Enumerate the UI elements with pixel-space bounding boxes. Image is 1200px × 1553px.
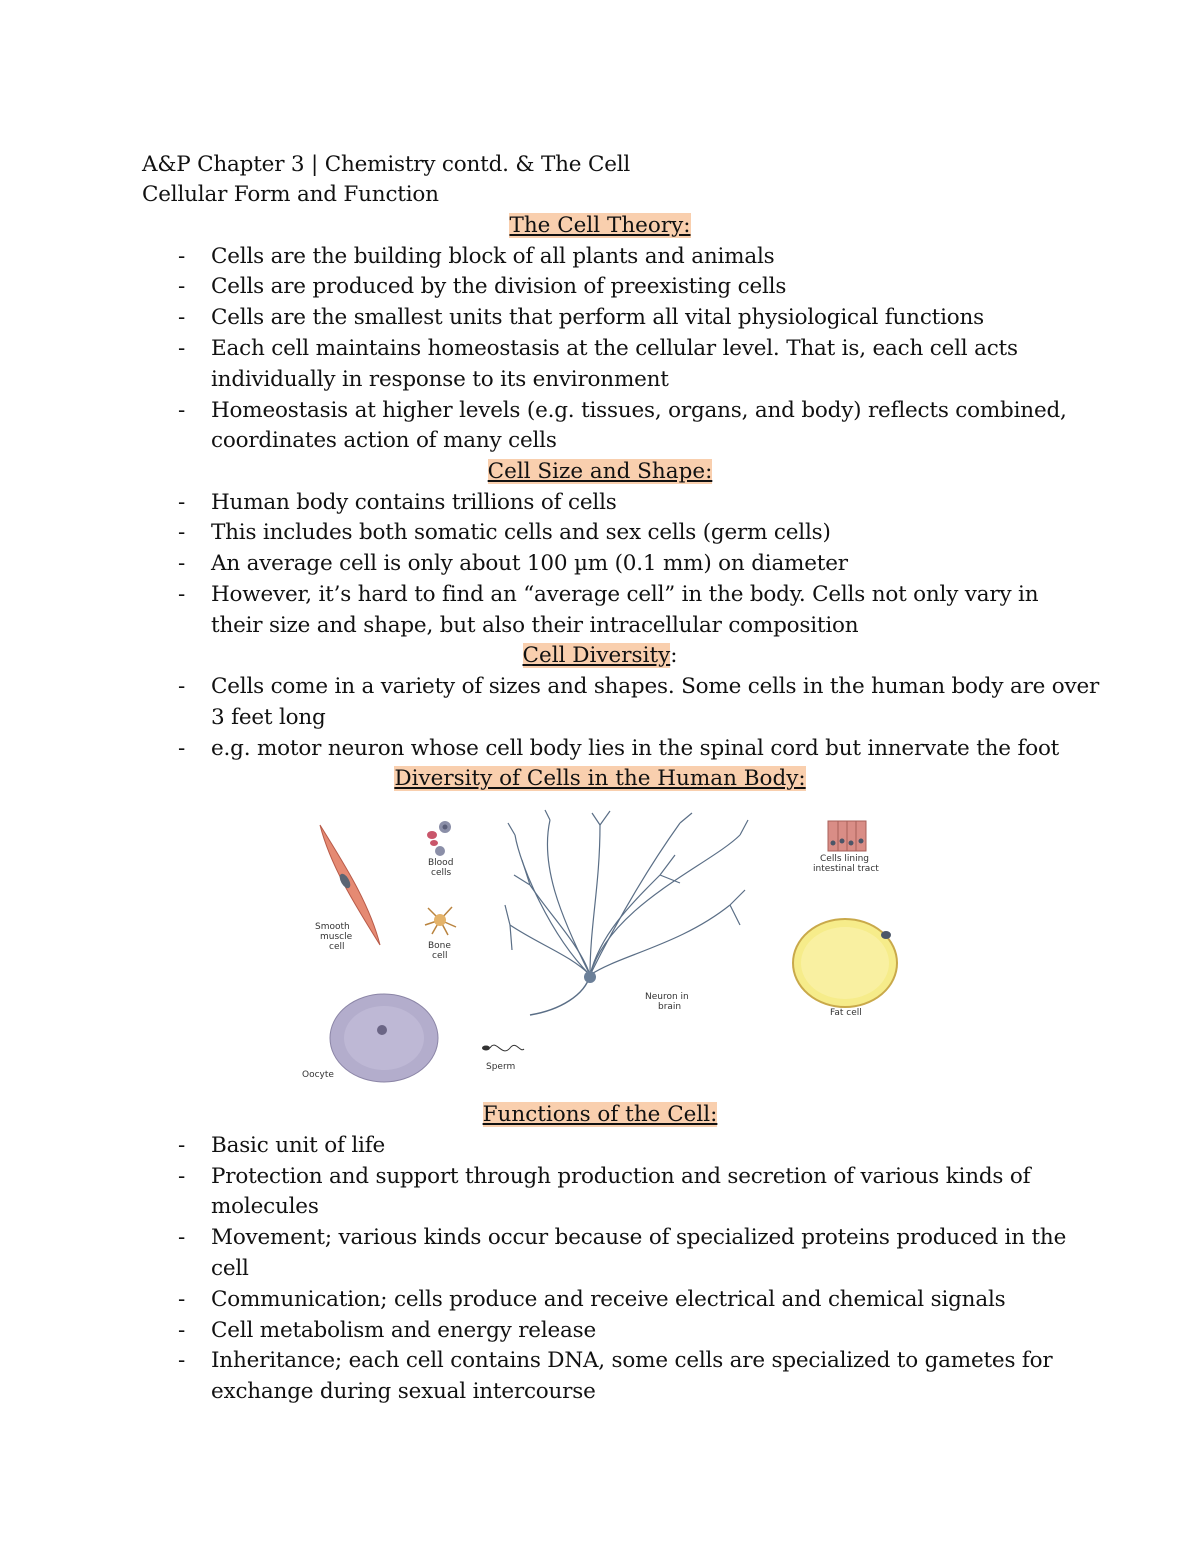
list-item: Cell metabolism and energy release xyxy=(211,1318,596,1343)
intestinal-label: intestinal tract xyxy=(813,864,879,874)
blood-cells-label: Blood xyxy=(428,858,454,868)
list-item-continued: coordinates action of many cells xyxy=(211,428,557,453)
bone-cell-label: cell xyxy=(432,951,448,961)
list-item: Human body contains trillions of cells xyxy=(211,490,617,515)
sperm-label: Sperm xyxy=(486,1062,516,1072)
list-item: Cells are the building block of all plants and animals xyxy=(211,244,775,269)
bullet-dash: - xyxy=(178,1287,186,1312)
bullet-dash: - xyxy=(178,674,186,699)
neuron-label: Neuron in xyxy=(645,992,689,1002)
bullet-dash: - xyxy=(178,582,186,607)
bullet-dash: - xyxy=(178,244,186,269)
neuron-cell xyxy=(505,810,748,1015)
bullet-dash: - xyxy=(178,274,186,299)
list-item-continued: exchange during sexual intercourse xyxy=(211,1379,596,1404)
bullet-dash: - xyxy=(178,336,186,361)
bullet-dash: - xyxy=(178,520,186,545)
bullet-dash: - xyxy=(178,1348,186,1373)
section-heading-cell-diversity: Cell Diversity: xyxy=(522,643,678,668)
blood-cells xyxy=(427,821,451,856)
section-heading-cell-theory: The Cell Theory: xyxy=(509,213,691,238)
list-item-continued: 3 feet long xyxy=(211,705,326,730)
cell-diversity-figure xyxy=(300,805,920,1090)
bullet-dash: - xyxy=(178,551,186,576)
list-item: e.g. motor neuron whose cell body lies in the spinal cord but innervate the foot xyxy=(211,736,1060,761)
list-item: Cells are produced by the division of preexisting cells xyxy=(211,274,787,299)
intestinal-label: Cells lining xyxy=(820,854,869,864)
list-item: Communication; cells produce and receive electrical and chemical signals xyxy=(211,1287,1006,1312)
smooth-muscle-label: muscle xyxy=(320,932,353,942)
list-item: Each cell maintains homeostasis at the cellular level. That is, each cell acts xyxy=(211,336,1018,361)
blood-cells-label: cells xyxy=(431,868,452,878)
oocyte-label: Oocyte xyxy=(302,1070,334,1080)
figure-heading: Diversity of Cells in the Human Body: xyxy=(394,766,806,791)
document-title: A&P Chapter 3 | Chemistry contd. & The Cell xyxy=(142,152,631,177)
oocyte-cell xyxy=(330,994,438,1082)
neuron-label: brain xyxy=(658,1002,682,1012)
list-item: Movement; various kinds occur because of specialized proteins produced in the xyxy=(211,1225,1067,1250)
list-item: Cells come in a variety of sizes and shapes. Some cells in the human body are over xyxy=(211,674,1100,699)
smooth-muscle-label: cell xyxy=(329,942,345,952)
bullet-dash: - xyxy=(178,1164,186,1189)
list-item: An average cell is only about 100 µm (0.1 mm) on diameter xyxy=(211,551,848,576)
list-item: Basic unit of life xyxy=(211,1133,386,1158)
section-heading-functions: Functions of the Cell: xyxy=(482,1102,718,1127)
document-subtitle: Cellular Form and Function xyxy=(142,182,439,207)
list-item: Inheritance; each cell contains DNA, some cells are specialized to gametes for xyxy=(211,1348,1053,1373)
list-item-continued: molecules xyxy=(211,1194,319,1219)
list-item-continued: their size and shape, but also their intracellular composition xyxy=(211,613,859,638)
section-heading-cell-size: Cell Size and Shape: xyxy=(487,459,713,484)
bullet-dash: - xyxy=(178,1225,186,1250)
smooth-muscle-label: Smooth xyxy=(315,922,350,932)
bullet-dash: - xyxy=(178,736,186,761)
bullet-dash: - xyxy=(178,398,186,423)
list-item: Protection and support through production and secretion of various kinds of xyxy=(211,1164,1031,1189)
fat-cell xyxy=(793,919,897,1007)
fat-cell-label: Fat cell xyxy=(830,1008,862,1018)
list-item-continued: cell xyxy=(211,1256,249,1281)
bullet-dash: - xyxy=(178,305,186,330)
list-item: Homeostasis at higher levels (e.g. tissues, organs, and body) reflects combined, xyxy=(211,398,1067,423)
list-item-continued: individually in response to its environment xyxy=(211,367,669,392)
list-item: This includes both somatic cells and sex cells (germ cells) xyxy=(211,520,831,545)
list-item: However, it’s hard to find an “average cell” in the body. Cells not only vary in xyxy=(211,582,1039,607)
bullet-dash: - xyxy=(178,1318,186,1343)
neuron-soma xyxy=(584,971,596,983)
bullet-dash: - xyxy=(178,490,186,515)
intestinal-cells xyxy=(828,821,866,851)
list-item: Cells are the smallest units that perform all vital physiological functions xyxy=(211,305,985,330)
bone-cell xyxy=(425,907,456,935)
sperm-cell xyxy=(482,1045,524,1051)
bullet-dash: - xyxy=(178,1133,186,1158)
bone-cell-label: Bone xyxy=(428,941,451,951)
